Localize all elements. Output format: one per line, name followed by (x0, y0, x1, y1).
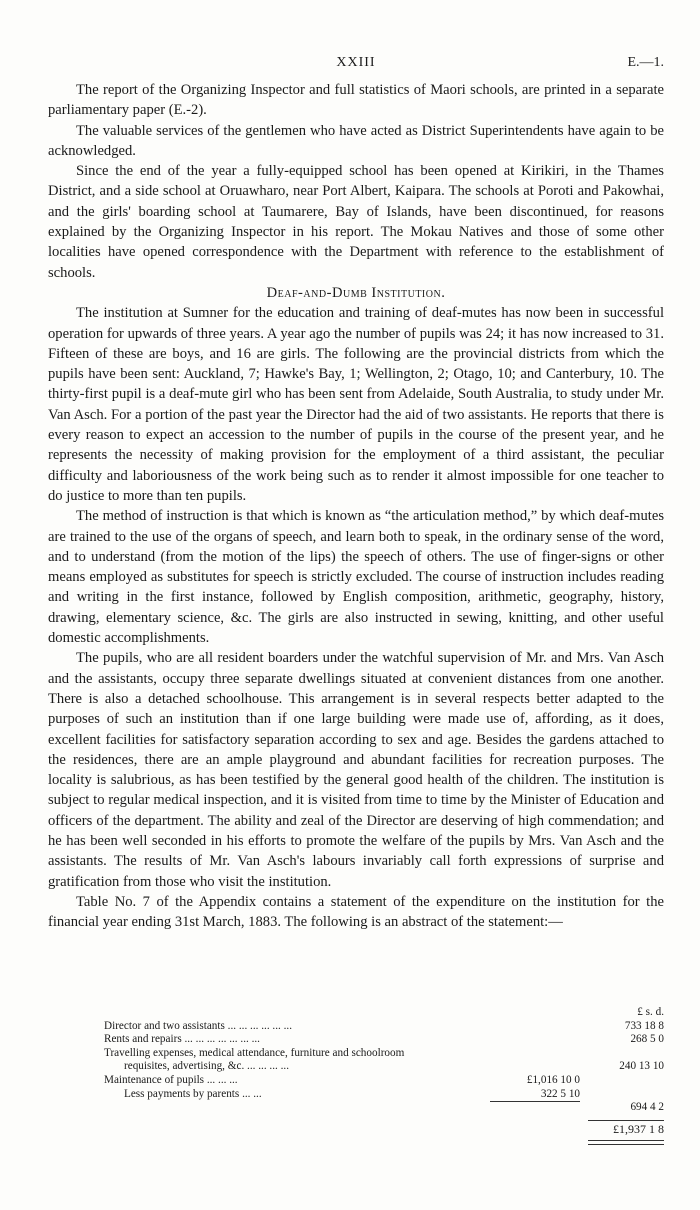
paragraph: The report of the Organizing Inspector and full statistics of Maori schools, are printed in a separate parliamentary paper (E.-2). (48, 82, 664, 119)
double-rule (588, 1140, 664, 1145)
paragraph: The institution at Sumner for the education and training of deaf-mutes has now been in successful operation for upwards of three years. A year ago the number of pupils was 24; it has now increased to 31. Fifteen of these are boys, and 16 are girls. The following are the provincial districts from which the pupils have been sent: Auckland, 7; Hawke's Bay, 1; Wellington, 2; Otago, 10; and Canterbury, 10. The thirty-first pupil is a deaf-mute girl who has been sent from Adelaide, South Australia, to study under Mr. Van Asch. For a portion of the past year the Director had the aid of two assistants. He reports that there is every reason to expect an accession to the number of pupils in the course of the present year, and he represents the necessity of making provision for the employment of a third assistant, the peculiar difficulty and laboriousness of the work being such as to render it almost impossible for one teacher to do justice to more than ten pupils. (48, 305, 664, 504)
currency-header-row (48, 1006, 664, 1020)
page-header (48, 55, 664, 75)
paragraph: The method of instruction is that which is known as “the articulation method,” by which deaf-mutes are trained to the use of the organs of speech, and learn both to speak, in the ordinary sense of the word, and to understand (from the motion of the lips) the speech of others. The use of finger-signs or other means employed as substitutes for speech is strictly excluded. The course of instruction includes reading and writing in the first instance, followed by English composition, arithmetic, geography, history, drawing, elementary science, &c. The girls are also instructed in sewing, knitting, and other useful domestic accomplishments. (48, 508, 664, 647)
abstract-label: Travelling expenses, medical attendance, furniture and schoolroom (104, 1046, 405, 1059)
rule-row (48, 1115, 664, 1123)
expenditure-abstract (48, 1006, 664, 1145)
abstract-label: requisites, advertising, &c. ... ... ... ... (124, 1060, 289, 1073)
abstract-amount: 240 13 10 (619, 1060, 664, 1073)
abstract-label: Director and two assistants ... ... ... ... ... ... (104, 1019, 292, 1032)
total-amount: £1,937 1 8 (613, 1121, 664, 1136)
total-rule (588, 1120, 664, 1121)
abstract-row (48, 1047, 664, 1061)
abstract-row (48, 1088, 664, 1102)
currency-header: £ s. d. (637, 1006, 664, 1018)
abstract-label: Maintenance of pupils ... ... ... (104, 1073, 238, 1086)
document-body (48, 80, 664, 932)
abstract-label: Less payments by parents ... ... (124, 1087, 262, 1100)
section-heading: Deaf-and-Dumb Institution. (266, 284, 446, 301)
abstract-row (48, 1033, 664, 1047)
abstract-subamount: 322 5 10 (540, 1087, 580, 1100)
total-row (48, 1123, 664, 1139)
abstract-row (48, 1020, 664, 1034)
page-number: XXIII (336, 55, 376, 70)
subtotal-rule (490, 1101, 580, 1102)
paragraph: Table No. 7 of the Appendix contains a statement of the expenditure on the institution for the financial year ending 31st March, 1883. The following is an abstract of the statement:— (48, 893, 664, 931)
abstract-amount: 694 4 2 (630, 1101, 664, 1114)
paragraph: The valuable services of the gentlemen who have acted as District Superintendents have again to be acknowledged. (48, 122, 664, 159)
paragraph: Since the end of the year a fully-equipped school has been opened at Kirikiri, in the Thames District, and a side school at Oruawharo, near Port Albert, Kaipara. The schools at Poroti and Pakowhai, and the girls' boarding school at Taumarere, Bay of Islands, have been discontinued, for reasons explained by the Organizing Inspector in his report. The Mokau Natives and those of some other localities have opened correspondence with the Department with reference to the establishment of schools. (48, 163, 664, 281)
abstract-amount: 733 18 8 (624, 1019, 664, 1032)
document-reference: E.—1. (627, 55, 664, 70)
abstract-row (48, 1060, 664, 1074)
abstract-row (48, 1074, 664, 1088)
abstract-label: Rents and repairs ... ... ... ... ... ... ... (104, 1033, 260, 1046)
rule-row (48, 1139, 664, 1145)
abstract-subamount: £1,016 10 0 (526, 1073, 580, 1086)
paragraph: The pupils, who are all resident boarders under the watchful supervision of Mr. and Mrs. Van Asch and the assistants, occupy three separate dwellings situated at convenient distances from one another. There is also a detached schoolhouse. This arrangement is in several respects better adapted to the purposes of such an institution than if one large building were made use of, affording, as it does, excellent facilities for satisfactory separation according to sex and age. Besides the gardens attached to the residences, there are an ample playground and abundant facilities for recreation purposes. The locality is salubrious, as has been testified by the general good health of the children. The institution is subject to regular medical inspection, and it is visited from time to time by the Minister of Education and officers of the department. The ability and zeal of the Director are deserving of high commendation; and he has been well seconded in his efforts to promote the welfare of the pupils by Mrs. Van Asch and the assistants. The results of Mr. Van Asch's labours invariably call forth expressions of surprise and gratification from those who visit the institution. (48, 650, 664, 890)
abstract-amount: 268 5 0 (630, 1033, 664, 1046)
abstract-row (48, 1101, 664, 1115)
